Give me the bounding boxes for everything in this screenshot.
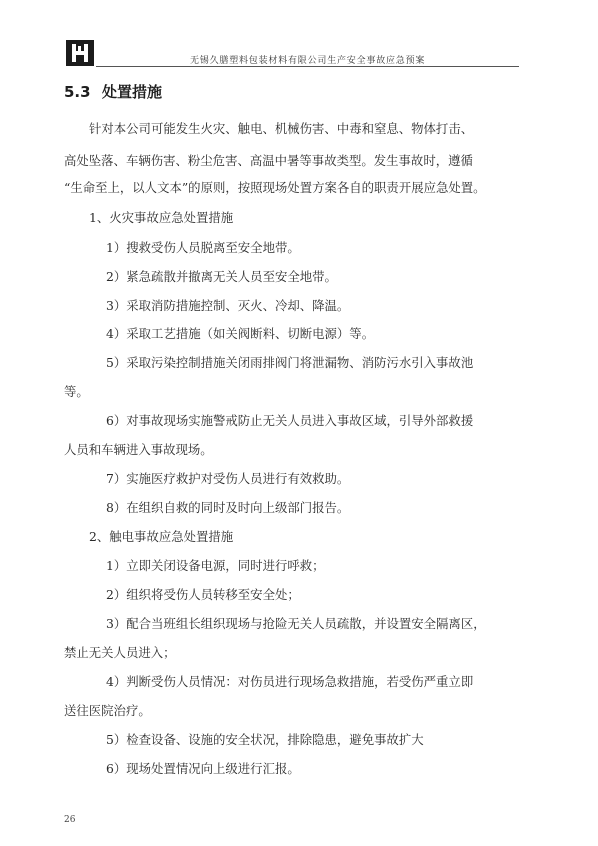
list-item: 6）对事故现场实施警戒防止无关人员进入事故区域，引导外部救援	[106, 413, 474, 428]
list-item: 5）检查设备、设施的安全状况，排除隐患，避免事故扩大	[106, 732, 424, 747]
intro-line: “生命至上，以人文本”的原则，按照现场处置方案各自的职责开展应急处置。	[64, 180, 486, 195]
header-divider	[96, 66, 519, 67]
section-number: 5.3	[64, 83, 91, 101]
list-item: 4）判断受伤人员情况：对伤员进行现场急救措施，若受伤严重立即	[106, 674, 474, 689]
list-item: 2）紧急疏散并撤离无关人员至安全地带。	[106, 269, 337, 284]
list-item-continuation: 人员和车辆进入事故现场。	[64, 442, 213, 457]
list-item: 4）采取工艺措施（如关阀断料、切断电源）等。	[106, 326, 375, 341]
page-number: 26	[64, 815, 76, 825]
list-item: 2）组织将受伤人员转移至安全处；	[106, 587, 300, 602]
header-title: 无锡久膳塑料包装材料有限公司生产安全事故应急预案	[190, 56, 426, 66]
intro-line: 针对本公司可能发生火灾、触电、机械伤害、中毒和窒息、物体打击、	[89, 121, 474, 136]
list-item-continuation: 禁止无关人员进入；	[64, 645, 176, 660]
list-item: 8）在组织自救的同时及时向上级部门报告。	[106, 500, 350, 515]
company-logo	[66, 40, 94, 66]
list-item: 7）实施医疗救护对受伤人员进行有效救助。	[106, 471, 350, 486]
list-item: 1）搜救受伤人员脱离至安全地带。	[106, 240, 300, 255]
list-item: 1）立即关闭设备电源，同时进行呼救；	[106, 558, 325, 573]
section-title: 处置措施	[102, 83, 163, 101]
section-heading	[64, 81, 162, 102]
subsection-heading-electric: 2、触电事故应急处置措施	[89, 529, 234, 544]
list-item: 5）采取污染控制措施关闭雨排阀门将泄漏物、消防污水引入事故池	[106, 355, 474, 370]
subsection-heading-fire: 1、火灾事故应急处置措施	[89, 210, 234, 225]
list-item-continuation: 等。	[64, 384, 89, 399]
intro-line: 高处坠落、车辆伤害、粉尘危害、高温中暑等事故类型。发生事故时，遵循	[64, 153, 473, 168]
list-item-continuation: 送往医院治疗。	[64, 703, 151, 718]
list-item: 3）配合当班组长组织现场与抢险无关人员疏散，并设置安全隔离区，	[106, 616, 486, 631]
list-item: 6）现场处置情况向上级进行汇报。	[106, 761, 300, 776]
list-item: 3）采取消防措施控制、灭火、冷却、降温。	[106, 298, 350, 313]
